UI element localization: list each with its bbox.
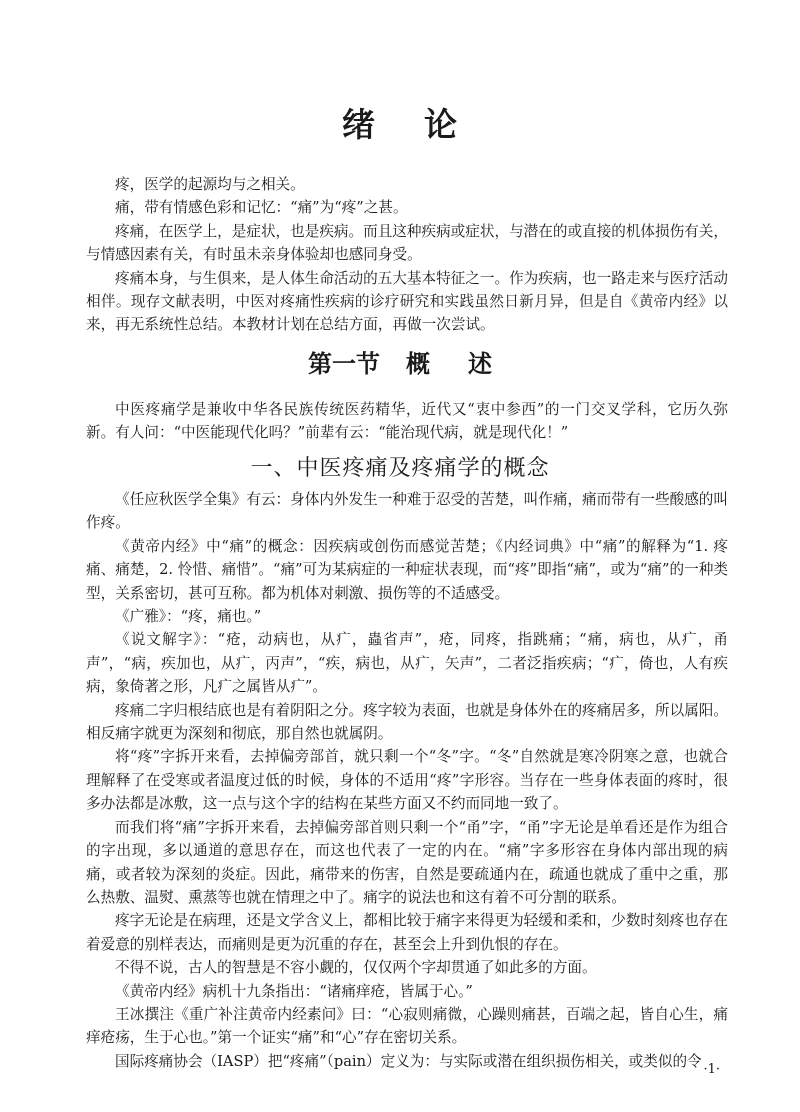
section-title [0, 347, 800, 381]
section-text-block [86, 398, 728, 445]
subsection-paragraph: 国际疼痛协会（IASP）把“疼痛”（pain）定义为：与实际或潜在组织损伤相关，或类似的令 [115, 1052, 702, 1070]
subsection-paragraph: 《黄帝内经》病机十九条指出：“诸痛痒疮，皆属于心。” [115, 982, 473, 1000]
subsection-paragraph: 疼字无论是在病理，还是文学含义上，都相比较于痛字来得更为轻缓和柔和，少数时刻疼也存在着爱意的别样表达，而痛则是更为沉重的存在，甚至会上升到仇恨的存在。 [86, 912, 728, 953]
subsection-text-block [86, 488, 728, 1073]
subsection-paragraph: 《黄帝内经》中“痛”的概念：因疾病或创伤而感觉苦楚；《内经词典》中“痛”的解释为“1. 疼痛、痛楚，2. 怜惜、痛惜”。“痛”可为某病症的一种症状表现，而“疼”即指“痛”，或为“痛”的一种类型，关系密切，甚可互称。都为机体对刺激、损伤等的不适感受。 [86, 537, 728, 602]
chapter-title [0, 102, 800, 148]
intro-paragraph: 疼痛，在医学上，是症状，也是疾病。而且这种疾病或症状，与潜在的或直接的机体损伤有关，与情感因素有关，有时虽未亲身体验却也感同身受。 [86, 222, 728, 264]
subsection-paragraph: 王冰撰注《重广补注黄帝内经素问》曰：“心寂则痛微，心躁则痛甚，百端之起，皆自心生，痛痒疮疡，生于心也。”第一个证实“痛”和“心”存在密切关系。 [86, 1005, 728, 1047]
chapter-title-part1: 绪 [342, 105, 376, 144]
subsection-paragraph: 将“疼”字拆开来看，去掉偏旁部首，就只剩一个“冬”字。“冬”自然就是寒冷阴寒之意，也就合理解释了在受寒或者温度过低的时候，身体的不适用“疼”字形容。当存在一些身体表面的疼时，很多办法都是冰敷，这一点与这个字的结构在某些方面又不约而同地一致了。 [86, 748, 728, 813]
subsection-paragraph: 《说文解字》：“疮，动病也，从疒，蟲省声”，疮，同疼，指跳痛；“痛，病也，从疒，甬声”，“病，疾加也，从疒，丙声”，“疾，病也，从疒，矢声”，二者泛指疾病；“疒，倚也，人有疾病，象倚著之形，凡疒之属皆从疒”。 [86, 631, 728, 696]
page-number: ·1· [703, 1062, 720, 1077]
section-paragraph: 中医疼痛学是兼收中华各民族传统医药精华，近代又“衷中参西”的一门交叉学科，它历久弥新。有人问：“中医能现代化吗？”前辈有云：“能治现代病，就是现代化！” [86, 401, 728, 442]
subsection-paragraph: 《广雅》：“疼，痛也。” [115, 608, 262, 626]
subsection-title: 一、中医疼痛及疼痛学的概念 [250, 456, 550, 481]
section-number: 第一节 [308, 350, 380, 378]
subsection-paragraph: 疼痛二字归根结底也是有着阴阳之分。疼字较为表面，也就是身体外在的疼痛居多，所以属阳。相反痛字就更为深刻和彻底，那自然也就属阴。 [86, 701, 728, 743]
subsection-paragraph: 不得不说，古人的智慧是不容小觑的，仅仅两个字却贯通了如此多的方面。 [115, 959, 597, 977]
intro-paragraph: 疼痛本身，与生俱来，是人体生命活动的五大基本特征之一。作为疾病，也一路走来与医疗活动相伴。现存文献表明，中医对疼痛性疾病的诊疗研究和实践虽然日新月异，但是自《黄帝内经》以来，再无系统性总结。本教材计划在总结方面，再做一次尝试。 [86, 269, 728, 334]
subsection-paragraph: 《任应秋医学全集》有云：身体内外发生一种难于忍受的苦楚，叫作痛，痛而带有一些酸感的叫作疼。 [86, 491, 728, 532]
intro-text-block [86, 173, 728, 337]
subsection-paragraph: 而我们将“痛”字拆开来看，去掉偏旁部首则只剩一个“甬”字，“甬”字无论是单看还是作为组合的字出现，多以通道的意思存在，而这也代表了一定的内在。“痛”字多形容在身体内部出现的病痛，或者较为深刻的炎症。因此，痛带来的伤害，自然是要疏通内在，疏通也就成了重中之重，那么热敷、温熨、熏蒸等也就在情理之中了。痛字的说法也和这有着不可分割的联系。 [86, 818, 728, 906]
section-title-part2: 概 [406, 350, 430, 378]
chapter-title-part2: 论 [424, 105, 458, 144]
section-title-part3: 述 [468, 350, 492, 378]
intro-paragraph: 疼，医学的起源均与之相关。 [115, 176, 305, 193]
intro-paragraph: 痛，带有情感色彩和记忆：“痛”为“疼”之甚。 [115, 199, 408, 217]
